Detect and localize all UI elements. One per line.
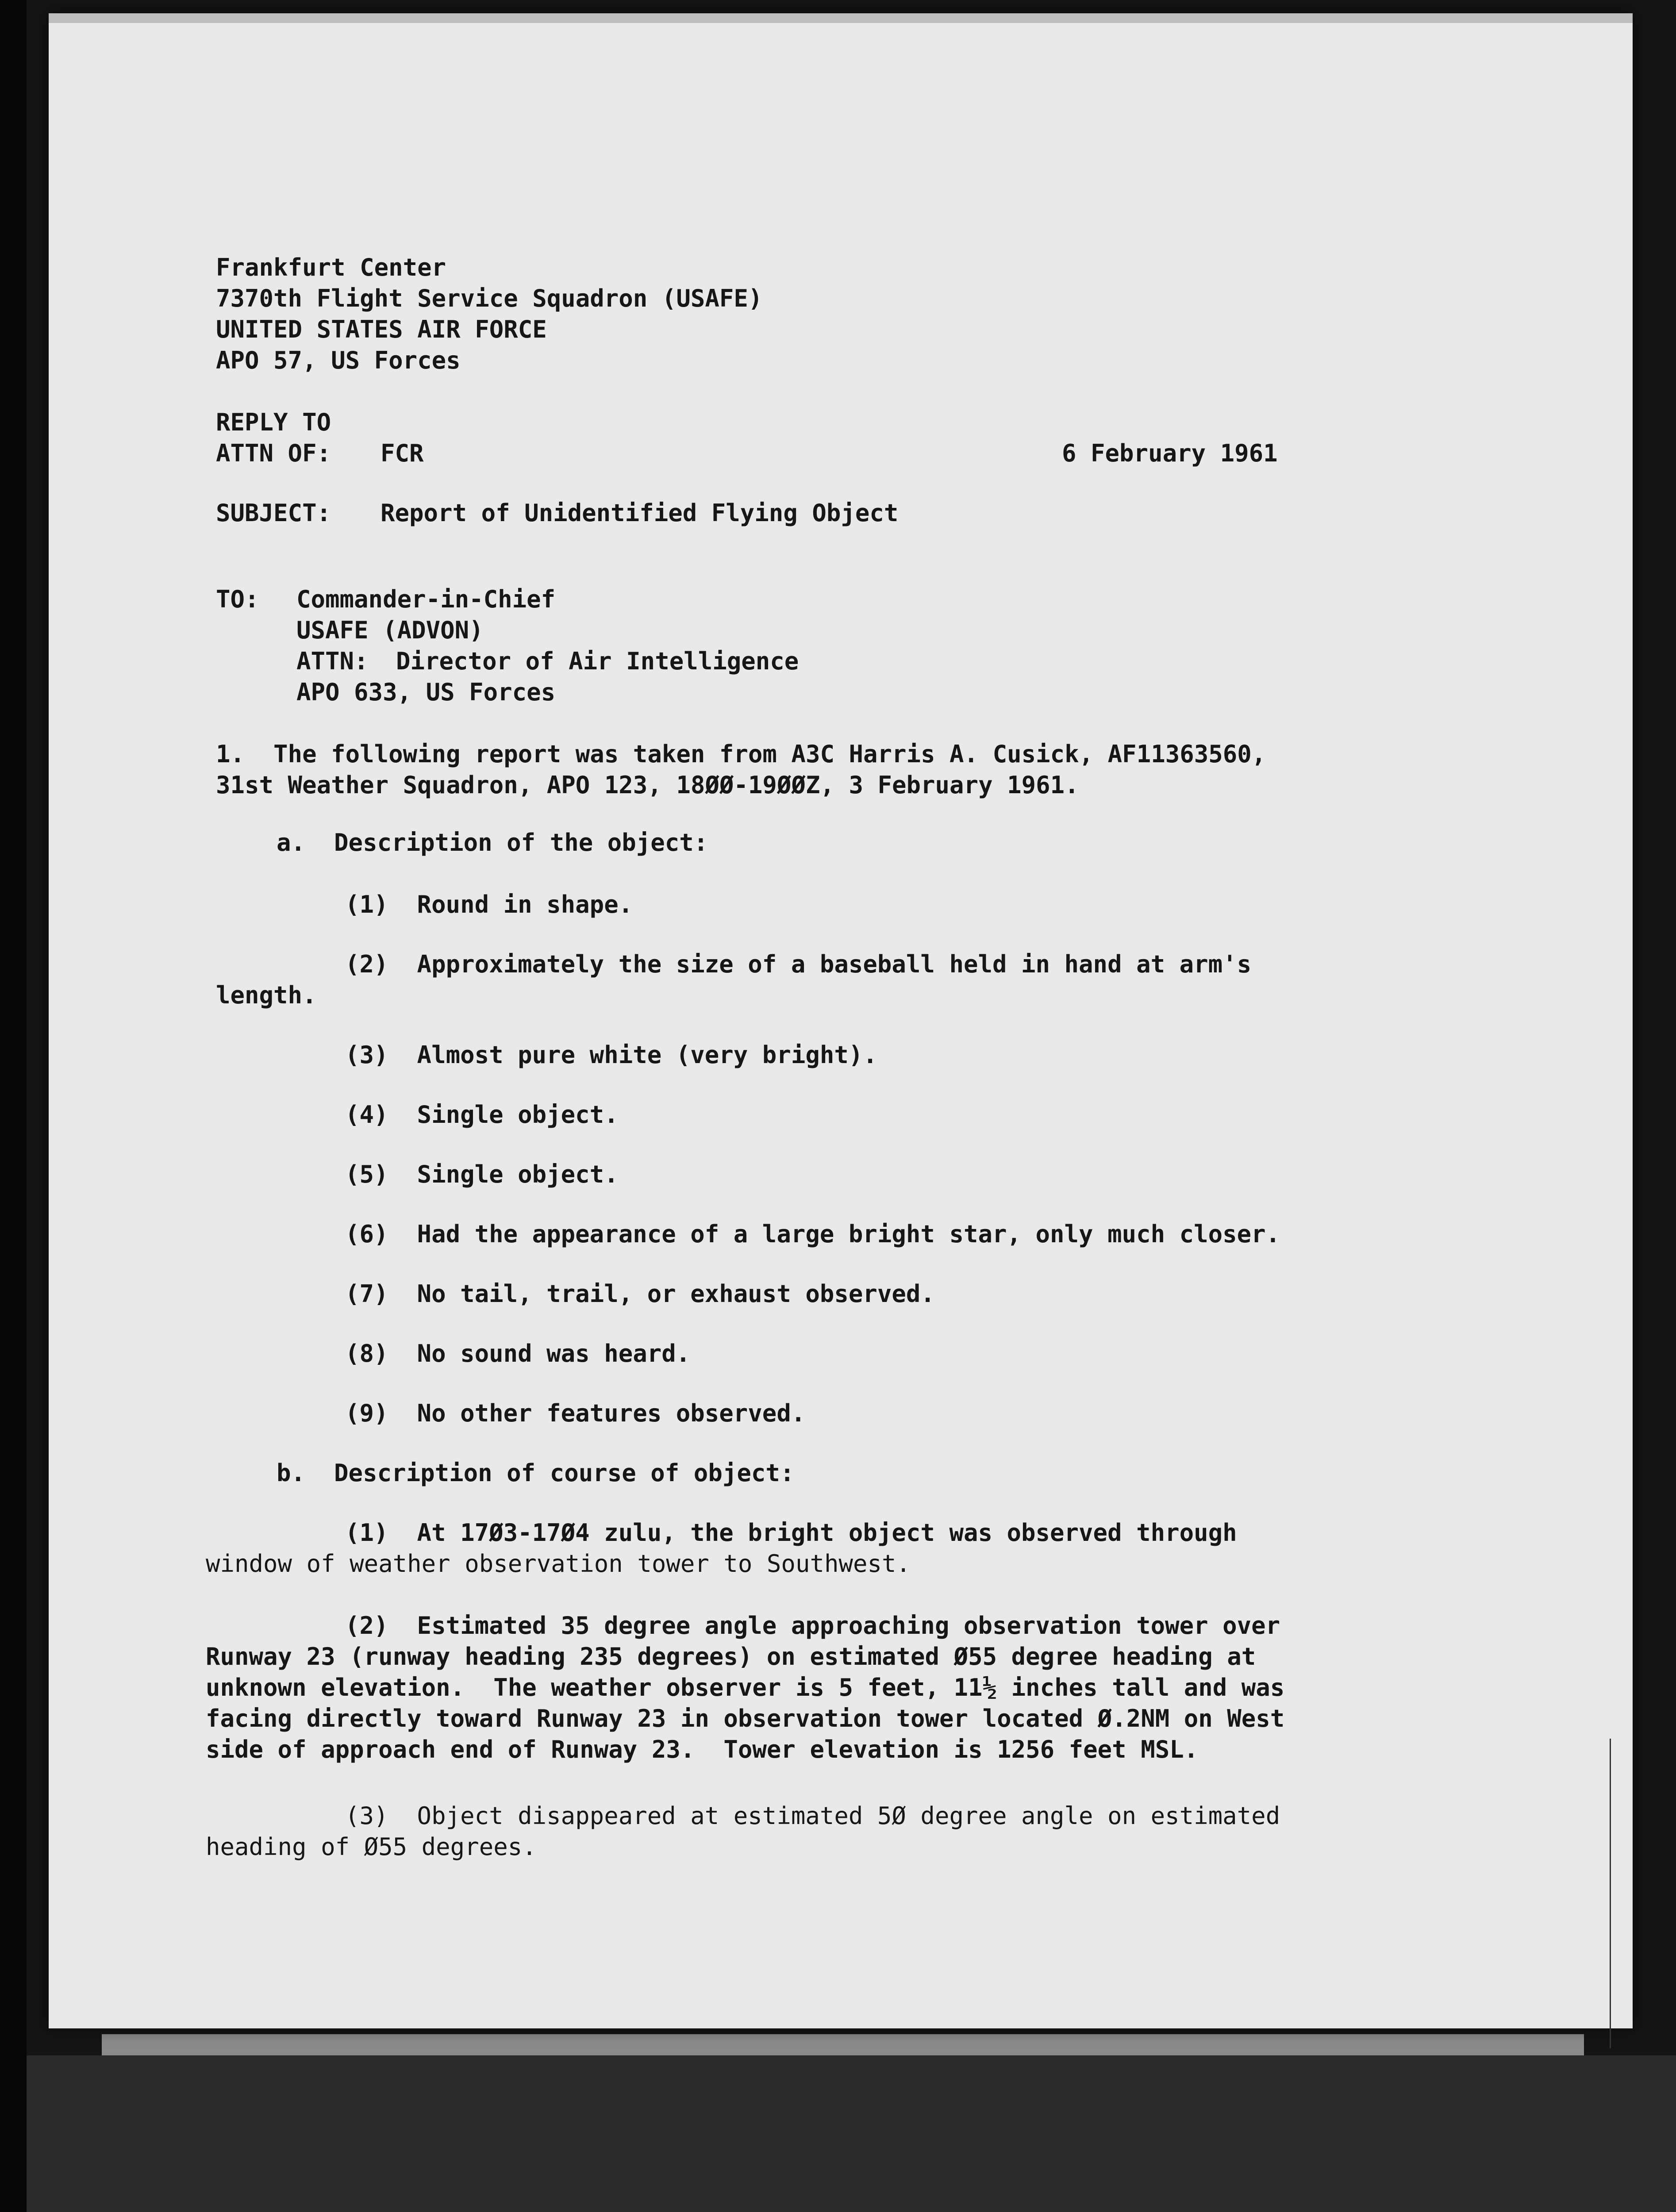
subject-text: Report of Unidentified Flying Object	[381, 499, 899, 527]
reply-to-label: REPLY TO	[216, 408, 331, 436]
para1-line-2: 31st Weather Squadron, APO 123, 18ØØ-19ØØZ, 3 February 1961.	[216, 771, 1079, 799]
item-a2-line-1: (2) Approximately the size of a baseball held in hand at arm's	[345, 950, 1252, 978]
document-body	[49, 13, 1633, 2028]
org-line-2: 7370th Flight Service Squadron (USAFE)	[216, 284, 763, 312]
item-b2-line-2: Runway 23 (runway heading 235 degrees) on estimated Ø55 degree heading at	[206, 1643, 1256, 1671]
attn-of-label: ATTN OF:	[216, 439, 331, 467]
section-b-heading: b. Description of course of object:	[277, 1459, 795, 1487]
org-line-1: Frankfurt Center	[216, 253, 446, 281]
item-a5: (5) Single object.	[345, 1160, 619, 1188]
item-b2-line-5: side of approach end of Runway 23. Tower elevation is 1256 feet MSL.	[206, 1736, 1199, 1763]
section-a-heading: a. Description of the object:	[277, 829, 708, 856]
item-a7: (7) No tail, trail, or exhaust observed.	[345, 1280, 935, 1308]
org-line-4: APO 57, US Forces	[216, 346, 461, 374]
attn-of-value: FCR	[381, 439, 424, 467]
item-a9: (9) No other features observed.	[345, 1399, 806, 1427]
item-b1-line-1: (1) At 17Ø3-17Ø4 zulu, the bright object was observed through	[345, 1519, 1237, 1547]
film-background	[27, 2055, 1676, 2212]
film-edge	[0, 0, 27, 2212]
to-attn-label: ATTN:	[296, 647, 369, 675]
to-line-2: USAFE (ADVON)	[296, 616, 484, 644]
to-attn-text: Director of Air Intelligence	[396, 647, 799, 675]
para1-line-1: 1. The following report was taken from A3C Harris A. Cusick, AF11363560,	[216, 740, 1266, 768]
item-b3-line-1: (3) Object disappeared at estimated 5Ø degree angle on estimated	[345, 1802, 1280, 1830]
page-bottom-edge	[102, 2034, 1584, 2055]
org-line-3: UNITED STATES AIR FORCE	[216, 315, 547, 343]
item-a1: (1) Round in shape.	[345, 891, 633, 918]
item-b3-line-2: heading of Ø55 degrees.	[206, 1833, 537, 1861]
item-b1-line-2: window of weather observation tower to Southwest.	[206, 1550, 911, 1578]
to-line-1: Commander-in-Chief	[296, 585, 556, 613]
item-a2-line-2: length.	[216, 981, 317, 1009]
item-b2-line-4: facing directly toward Runway 23 in observation tower located Ø.2NM on West	[206, 1705, 1285, 1732]
item-a8: (8) No sound was heard.	[345, 1340, 691, 1367]
item-a3: (3) Almost pure white (very bright).	[345, 1041, 877, 1069]
to-label: TO:	[216, 585, 259, 613]
subject-label: SUBJECT:	[216, 499, 331, 527]
item-b2-line-3: unknown elevation. The weather observer is 5 feet, 11½ inches tall and was	[206, 1674, 1285, 1701]
item-a6: (6) Had the appearance of a large bright star, only much closer.	[345, 1220, 1280, 1248]
item-a4: (4) Single object.	[345, 1101, 619, 1129]
document-page	[49, 13, 1633, 2028]
document-date: 6 February 1961	[1062, 439, 1278, 467]
item-b2-line-1: (2) Estimated 35 degree angle approaching observation tower over	[345, 1612, 1280, 1640]
to-line-4: APO 633, US Forces	[296, 678, 556, 706]
